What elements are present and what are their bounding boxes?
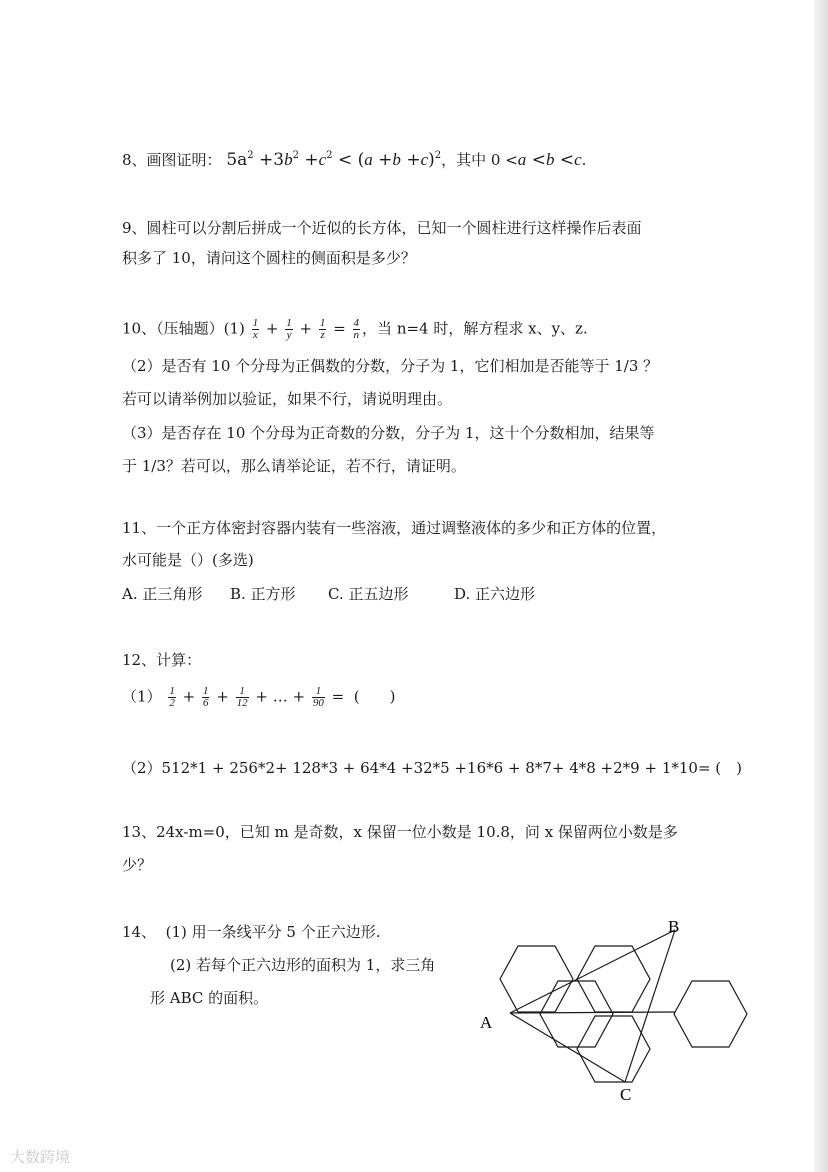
- fraction-1-over-2: $\frac{1}{2}$: [169, 685, 175, 709]
- option-d: D. 正六边形: [454, 585, 536, 603]
- q14-line-3: 形 ABC 的面积。: [150, 989, 269, 1007]
- q9-line-2: 积多了 10，请问这个圆柱的侧面积是多少？: [122, 249, 416, 267]
- label-a: A: [480, 1013, 493, 1032]
- fraction-1-over-12: $\frac{1}{12}$: [236, 685, 248, 709]
- label-c: C: [620, 1085, 632, 1104]
- answer-blank: ( ): [353, 687, 396, 706]
- label-b: B: [668, 917, 680, 936]
- question-8: 8、画图证明： $5a^2 +3b^2 +c^2 < (a +b +c)^2$，其中 0 <a <b <c.: [122, 150, 587, 170]
- q10-part-2-line-2: 若可以请举例加以验证，如果不行，请说明理由。: [122, 390, 453, 408]
- hexagon-diagram: [470, 910, 760, 1110]
- q8-inequality: $5a^2 +3b^2 +c^2 < (a +b +c)^2$: [226, 150, 442, 170]
- fraction-4-over-n: $\frac{4}{n}$: [353, 317, 360, 341]
- q12-part-2: （2）512*1 + 256*2+ 128*3 + 64*4 +32*5 +16*6 + 8*7+ 4*8 +2*9 + 1*10= ( ): [122, 759, 742, 777]
- option-c: C. 正五边形: [328, 585, 409, 603]
- q11-options: [122, 584, 535, 604]
- watermark: 大数跨境: [10, 1148, 71, 1166]
- q13-line-2: 少？: [122, 856, 153, 874]
- hexagon-1: [500, 946, 573, 1012]
- fraction-1-over-z: $\frac{1}{z}$: [319, 317, 326, 341]
- fraction-1-over-x: $\frac{1}{x}$: [252, 317, 259, 341]
- q8-prefix: 8、画图证明：: [122, 151, 222, 169]
- q11-line-2: 水可能是（）(多选): [122, 551, 254, 569]
- line-b-c: [625, 930, 675, 1082]
- q10-prefix: 10、（压轴题）(1): [122, 319, 245, 338]
- option-b: B. 正方形: [230, 585, 296, 603]
- fraction-1-over-6: $\frac{1}{6}$: [202, 685, 209, 709]
- q10-part-3-line-1: （3）是否存在 10 个分母为正奇数的分数，分子为 1，这十个分数相加，结果等: [122, 424, 655, 442]
- option-a: A. 正三角形: [122, 585, 203, 603]
- fraction-1-over-y: $\frac{1}{y}$: [286, 317, 292, 341]
- q11-line-1: 11、一个正方体密封容器内装有一些溶液，通过调整液体的多少和正方体的位置，: [122, 519, 667, 537]
- q14-line-1: 14、 (1) 用一条线平分 5 个正六边形.: [122, 923, 381, 941]
- fraction-1-over-90: $\frac{1}{90}$: [312, 685, 324, 709]
- page-edge-shadow: [814, 0, 828, 1172]
- question-10-part-1: 10、（压轴题）(1) $\frac{1}{x}$ + $\frac{1}{y}$ + $\frac{1}{z}$ = $\frac{4}{n}$ ，当 n=4 时，解方程求 x、y、z.: [122, 317, 588, 341]
- hexagon-3: [577, 946, 650, 1012]
- q10-part-3-line-2: 于 1/3？若可以，那么请举论证，若不行，请证明。: [122, 457, 466, 475]
- line-a-b: [510, 930, 675, 1013]
- q13-line-1: 13、24x-m=0，已知 m 是奇数，x 保留一位小数是 10.8，问 x 保留两位小数是多: [122, 823, 678, 841]
- q9-line-1: 9、圆柱可以分割后拼成一个近似的长方体，已知一个圆柱进行这样操作后表面: [122, 219, 642, 237]
- q10-suffix: ，当 n=4 时，解方程求 x、y、z.: [362, 319, 588, 338]
- q10-part-2-line-1: （2）是否有 10 个分母为正偶数的分数，分子为 1，它们相加是否能等于 1/3 ？: [122, 357, 659, 375]
- hexagon-5: [674, 981, 747, 1047]
- q12-title: 12、计算：: [122, 651, 202, 669]
- hexagon-4: [577, 1016, 650, 1082]
- q12-part-1: （1） $\frac{1}{2}$ + $\frac{1}{6}$ + $\frac{1}{12}$ + … + $\frac{1}{90}$ = ( ): [122, 685, 396, 709]
- q14-line-2: (2) 若每个正六边形的面积为 1，求三角: [170, 956, 436, 974]
